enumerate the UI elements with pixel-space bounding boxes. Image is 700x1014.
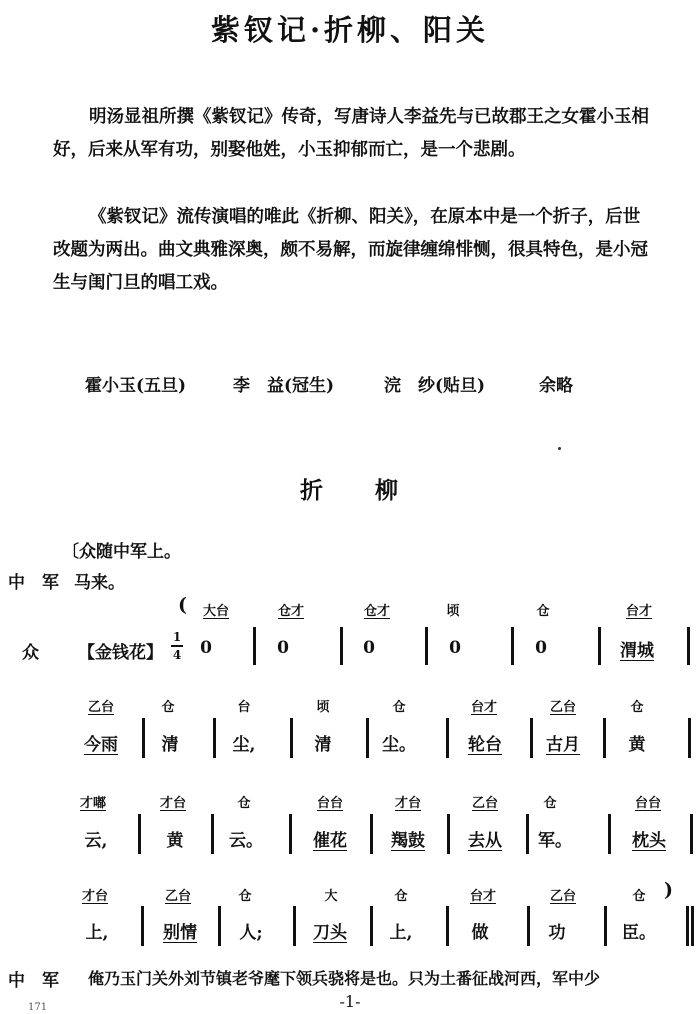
lyric: 羯鼓 [391,831,425,851]
lyric: 清 [314,735,332,755]
percussion-cue: 才台 [81,889,108,904]
lyric: 去从 [468,831,502,851]
bar-line [289,814,292,854]
bar-line [253,627,256,665]
lyric: 尘, [232,735,256,755]
lyric: 黄 [628,735,646,755]
lyric: 军。 [538,831,572,851]
lyric: 清 [161,735,179,755]
bar-line [213,718,216,758]
cast-member-1: 霍小玉(五旦) [85,376,187,396]
percussion-cue: 乙台 [87,700,114,715]
intro-paragraph-2: 《紫钗记》流传演唱的唯此《折柳、阳关》，在原本中是一个折子，后世改题为两出。曲文典雅深奥，颇不易解，而旋律缠绵悱恻，很具特色，是小冠生与闺门旦的唱工戏。 [53,207,648,293]
bar-line [691,906,694,946]
bar-line [218,906,221,946]
percussion-cue: 大台 [202,604,229,619]
open-paren: ( [178,594,187,616]
percussion-cue: 仓 [237,796,251,811]
rest-note: 0 [363,638,375,658]
page-number: -1- [339,992,361,1011]
lyric: 枕头 [632,831,666,851]
percussion-cue: 乙台 [549,700,576,715]
lyric: 功 [548,923,566,943]
bar-line [686,906,689,946]
percussion-cue: 乙台 [549,889,576,904]
bar-line [527,906,530,946]
percussion-cue: 仓 [392,700,406,715]
bar-line [290,718,293,758]
percussion-cue: 大 [324,889,338,904]
percussion-cue: 台台 [634,796,661,811]
spoken-line: 马来。 [74,573,125,593]
lyric: 催花 [313,831,347,851]
bar-line [446,906,449,946]
lyric: 人; [239,923,263,943]
bar-line [598,627,601,665]
percussion-cue: 仓 [543,796,557,811]
lyric: 尘。 [382,735,416,755]
intro-paragraph-1: 明汤显祖所撰《紫钗记》传奇，写唐诗人李益先与已故郡王之女霍小玉相好，后来从军有功，别娶他姓，小玉抑郁而亡，是一个悲剧。 [53,107,649,160]
lyric: 渭城 [620,641,654,661]
percussion-cue: 才台 [394,796,421,811]
rest-note: 0 [200,638,212,658]
speck-mark [558,447,561,450]
bar-line [138,814,141,854]
bar-line [688,718,691,758]
bar-line [340,627,343,665]
percussion-cue: 乙台 [471,796,498,811]
percussion-cue: 才嘟 [79,796,106,811]
speaker-label: 中 军 [8,573,59,593]
section-title: 折 柳 [300,477,400,504]
bar-line [687,627,690,665]
stage-direction: 〔众随中军上。 [62,542,181,562]
percussion-cue: 仓 [630,700,644,715]
rest-note: 0 [449,638,461,658]
corner-mark: 171 [28,1002,48,1013]
percussion-cue: 仓 [161,700,175,715]
bar-line [141,906,144,946]
bar-line [604,906,607,946]
cast-member-3: 浣 纱(贴旦) [384,376,486,396]
bar-line [690,814,693,854]
spoken-line: 俺乃玉门关外刘节镇老爷麾下领兵骁将是也。只为土番征战河西，军中少 [88,969,601,988]
bar-line [370,906,373,946]
bar-line [511,627,514,665]
lyric: 做 [471,923,489,943]
lyric: 臣。 [622,923,656,943]
percussion-cue: 台才 [625,604,652,619]
cast-member-4: 余略 [539,376,573,396]
bar-line [425,627,428,665]
percussion-cue: 台 [237,700,251,715]
speaker-label: 中 军 [8,971,59,991]
percussion-cue: 仓才 [363,604,390,619]
lyric: 古月 [546,735,580,755]
percussion-cue: 台才 [470,700,497,715]
percussion-cue: 顷 [446,604,460,619]
percussion-cue: 仓 [632,889,646,904]
bar-line [530,718,533,758]
bar-line [603,718,606,758]
rest-note: 0 [277,638,289,658]
cast-member-2: 李 益(冠生) [233,376,335,396]
bar-line [293,906,296,946]
tune-name: 【金钱花】 [78,643,163,663]
percussion-cue: 仓 [536,604,550,619]
lyric: 今雨 [84,735,118,755]
bar-line [366,718,369,758]
percussion-cue: 仓 [238,889,252,904]
lyric: 上, [389,923,413,943]
percussion-cue: 台才 [469,889,496,904]
close-paren: ) [664,879,673,901]
lyric: 云, [84,831,108,851]
bar-line [370,814,373,854]
percussion-cue: 台台 [316,796,343,811]
percussion-cue: 仓 [394,889,408,904]
bar-line [447,814,450,854]
bar-line [211,814,214,854]
meter-top: 1 [172,630,182,644]
page-title: 紫钗记·折柳、阳关 [210,13,490,47]
lyric: 云。 [229,831,263,851]
percussion-cue: 乙台 [164,889,191,904]
meter-bottom: 4 [172,648,182,662]
lyric: 黄 [166,831,184,851]
bar-line [526,814,529,854]
percussion-cue: 才台 [159,796,186,811]
bar-line [608,814,611,854]
percussion-cue: 顷 [316,700,330,715]
rest-note: 0 [535,638,547,658]
bar-line [446,718,449,758]
lyric: 别情 [163,923,197,943]
percussion-cue: 仓才 [277,604,304,619]
lyric: 上, [85,923,109,943]
lyric: 刀头 [313,923,347,943]
lyric: 轮台 [468,735,502,755]
chorus-speaker: 众 [22,643,39,663]
meter-divider [171,645,183,647]
